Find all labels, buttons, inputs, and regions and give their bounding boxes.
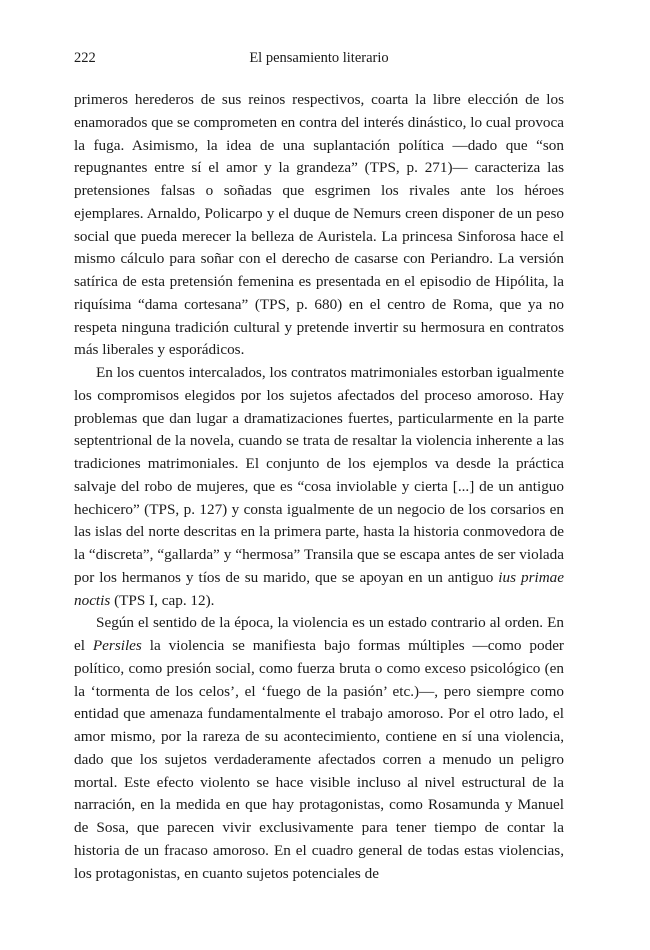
text-segment: primeros herederos de sus reinos respectivos, coarta la libre elección de los enamorados que se comprometen en contra del interés dinástico, lo cual provoca la fuga. Asimismo, la idea de una suplantación política —dado que “son repugnantes entre sí el amor y la grandeza” (TPS, p. 271)— caracteriza las pretensiones falsas o soñadas que esgrimen los rivales ante los héroes ejemplares. Arnaldo, Policarpo y el duque de Nemurs creen disponer de un peso social que pueda merecer la belleza de Auristela. La princesa Sinforosa hace el mismo cálculo para soñar con el derecho de casarse con Periandro. La versión satírica de esta pretensión femenina es presentada en el episodio de Hipólita, la riquísima “dama cortesana” (TPS, p. 680) en el centro de Roma, que ya no respeta ninguna tradición cultural y pretende invertir su hermosura en contratos más liberales y esporádicos.	[74, 91, 564, 359]
text-segment: Según el sentido de la época, la violencia es un estado contrario al orden. En el	[74, 614, 564, 654]
latin-term-italic: ius primae noctis	[74, 568, 564, 609]
paragraph-2	[74, 362, 564, 612]
page-number: 222	[74, 50, 96, 66]
text-segment: la violencia se manifiesta bajo formas múltiples —como poder político, como presión social, como fuerza bruta o como exceso psicológico (en la ‘tormenta de los celos’, el ‘fuego de la pasión’ etc.)—, pero siempre como entidad que amenaza fundamentalmente el trabajo amoroso. Por el otro lado, el amor mismo, por la rareza de su acontecimiento, contiene en sí una violencia, dado que los sujetos verdaderamente afectados corren a menudo un peligro mortal. Este efecto violento se hace visible incluso al nivel estructural de la narración, en la medida en que hay protagonistas, como Rosamunda y Manuel de Sosa, que parecen vivir exclusivamente para tener tiempo de contar la historia de un fracaso amoroso. En el cuadro general de todas estas violencias, los protagonistas, en cuanto sujetos potenciales de	[74, 637, 564, 882]
book-title-italic: Persiles	[92, 637, 142, 654]
body-text	[74, 89, 564, 885]
paragraph-1	[74, 89, 564, 362]
running-title: El pensamiento literario	[249, 50, 389, 66]
text-segment: (TPS I, cap. 12).	[110, 591, 215, 609]
page-header	[74, 50, 564, 72]
paragraph-3	[74, 612, 564, 885]
text-segment: En los cuentos intercalados, los contratos matrimoniales estorban igualmente los compromisos elegidos por los sujetos afectados del proceso amoroso. Hay problemas que dan lugar a dramatizaciones fuertes, particularmente en la parte septentrional de la novela, cuando se trata de resaltar la violencia inherente a las tradiciones matrimoniales. El conjunto de los ejemplos va desde la práctica salvaje del robo de mujeres, que es “cosa inviolable y cierta [...] de un antiguo hechicero” (TPS, p. 127) y consta igualmente de un negocio de los corsarios en las islas del norte descritas en la primera parte, hasta la historia conmovedora de la “discreta”, “gallarda” y “hermosa” Transila que se escapa antes de ser violada por los hermanos y tíos de su marido, que se apoyan en un antiguo	[74, 364, 564, 586]
